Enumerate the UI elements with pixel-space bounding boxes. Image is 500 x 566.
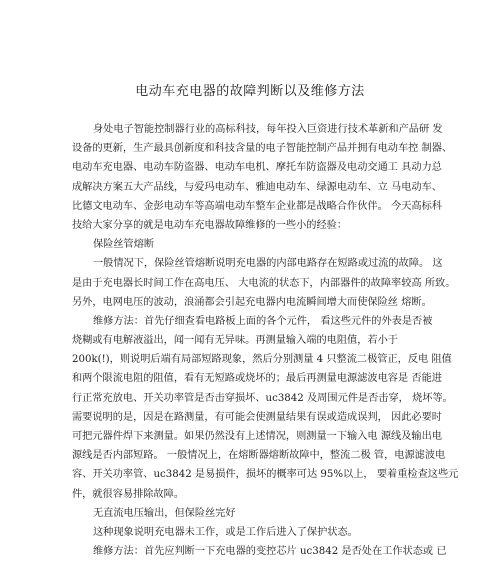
paragraph-line: 维修方法：首先应判断一下充电器的变控芯片 uc3842 是否处在工作状态或 已 (93, 546, 447, 558)
document-title: 电动车充电器的故障判断以及维修方法 (135, 84, 365, 99)
paragraph-line: 烧糊或有电解液溢出，闻一闻有无异味。再测量输入端的电阻值，若小于 (72, 335, 398, 347)
paragraph-line: 另外，电网电压的波动，浪涌都会引起充电器内电流瞬间增大而使保险丝 熔断。 (72, 296, 432, 308)
paragraph-line: 需要说明的是，因是在路测量，有可能会使测量结果有误或造成误判， 因此必要时 (72, 411, 442, 423)
paragraph-line: 源线是否内部短路。 一般情况上，在熔断器熔断故障中，整流二极 管，电源滤波电 (72, 450, 446, 462)
paragraph-line: 和两个限流电阻的阻值，看有无短路或烧坏的；最后再测量电源滤波电容是 否能进 (72, 373, 442, 385)
paragraph-line: 无直流电压输出，但保险丝完好 (93, 507, 236, 519)
paragraph-line: 200k(!)，则说明后端有局部短路现象，然后分别测量 4 只整流二极管正，反电 阻值 (72, 354, 452, 366)
paragraph-line: 比德文电动车、金彭电动车等高端电动车整车企业都是战略合作伙伴。 今天高标科 (72, 200, 442, 212)
paragraph-line: 设备的更新，生产最具创新度和科技含量的电子智能控制产品并拥有电动车控 制器、 (72, 143, 453, 155)
paragraph-line: 身处电子智能控制器行业的高标科技，每年投入巨资进行技术革新和产品研 发 (93, 124, 443, 135)
paragraph-line: 这种现象说明充电器未工作，或是工作后进入了保护状态。 (93, 526, 358, 538)
document-body (72, 120, 459, 561)
paragraph-line: 容、开关功率管、uc3842 是易损件，损坏的概率可达 95%以上， 要着重检查这些元 (72, 469, 459, 481)
paragraph-line: 一般情况下，保险丝管熔断说明充电器的内部电路存在短路或过流的故障。 这 (93, 258, 443, 270)
paragraph-line: 是由于充电器长时间工作在高电压、 大电流的状态下，内部器件的故障率较高 所致。 (72, 277, 456, 289)
paragraph-line: 电动车充电器、电动车防盗器、电动车电机、摩托车防盗器及电动交通工 具动力总 (72, 162, 442, 174)
paragraph-line: 行正常充放电、开关功率管是否击穿损坏、uc3842 及周围元件是否击穿， 烧坏等。 (72, 392, 453, 404)
paragraph-line: 技给大家分享的就是电动车充电器故障维修的一些小的经验： (72, 219, 348, 231)
paragraph-line: 可把元器件焊下来测量。如果仍然没有上述情况，则测量一下输入电 源线及输出电 (72, 431, 442, 442)
paragraph-line: 保险丝管熔断 (93, 239, 155, 251)
paragraph-line: 件，就很容易排除故障。 (72, 488, 185, 500)
paragraph-line: 成解决方案五大产品线，与爱玛电动车、雅迪电动车、绿源电动车、立 马电动车、 (72, 181, 442, 193)
paragraph-line: 维修方法：首先仔细查看电路板上面的各个元件， 看这些元件的外表是否被 (93, 315, 433, 327)
